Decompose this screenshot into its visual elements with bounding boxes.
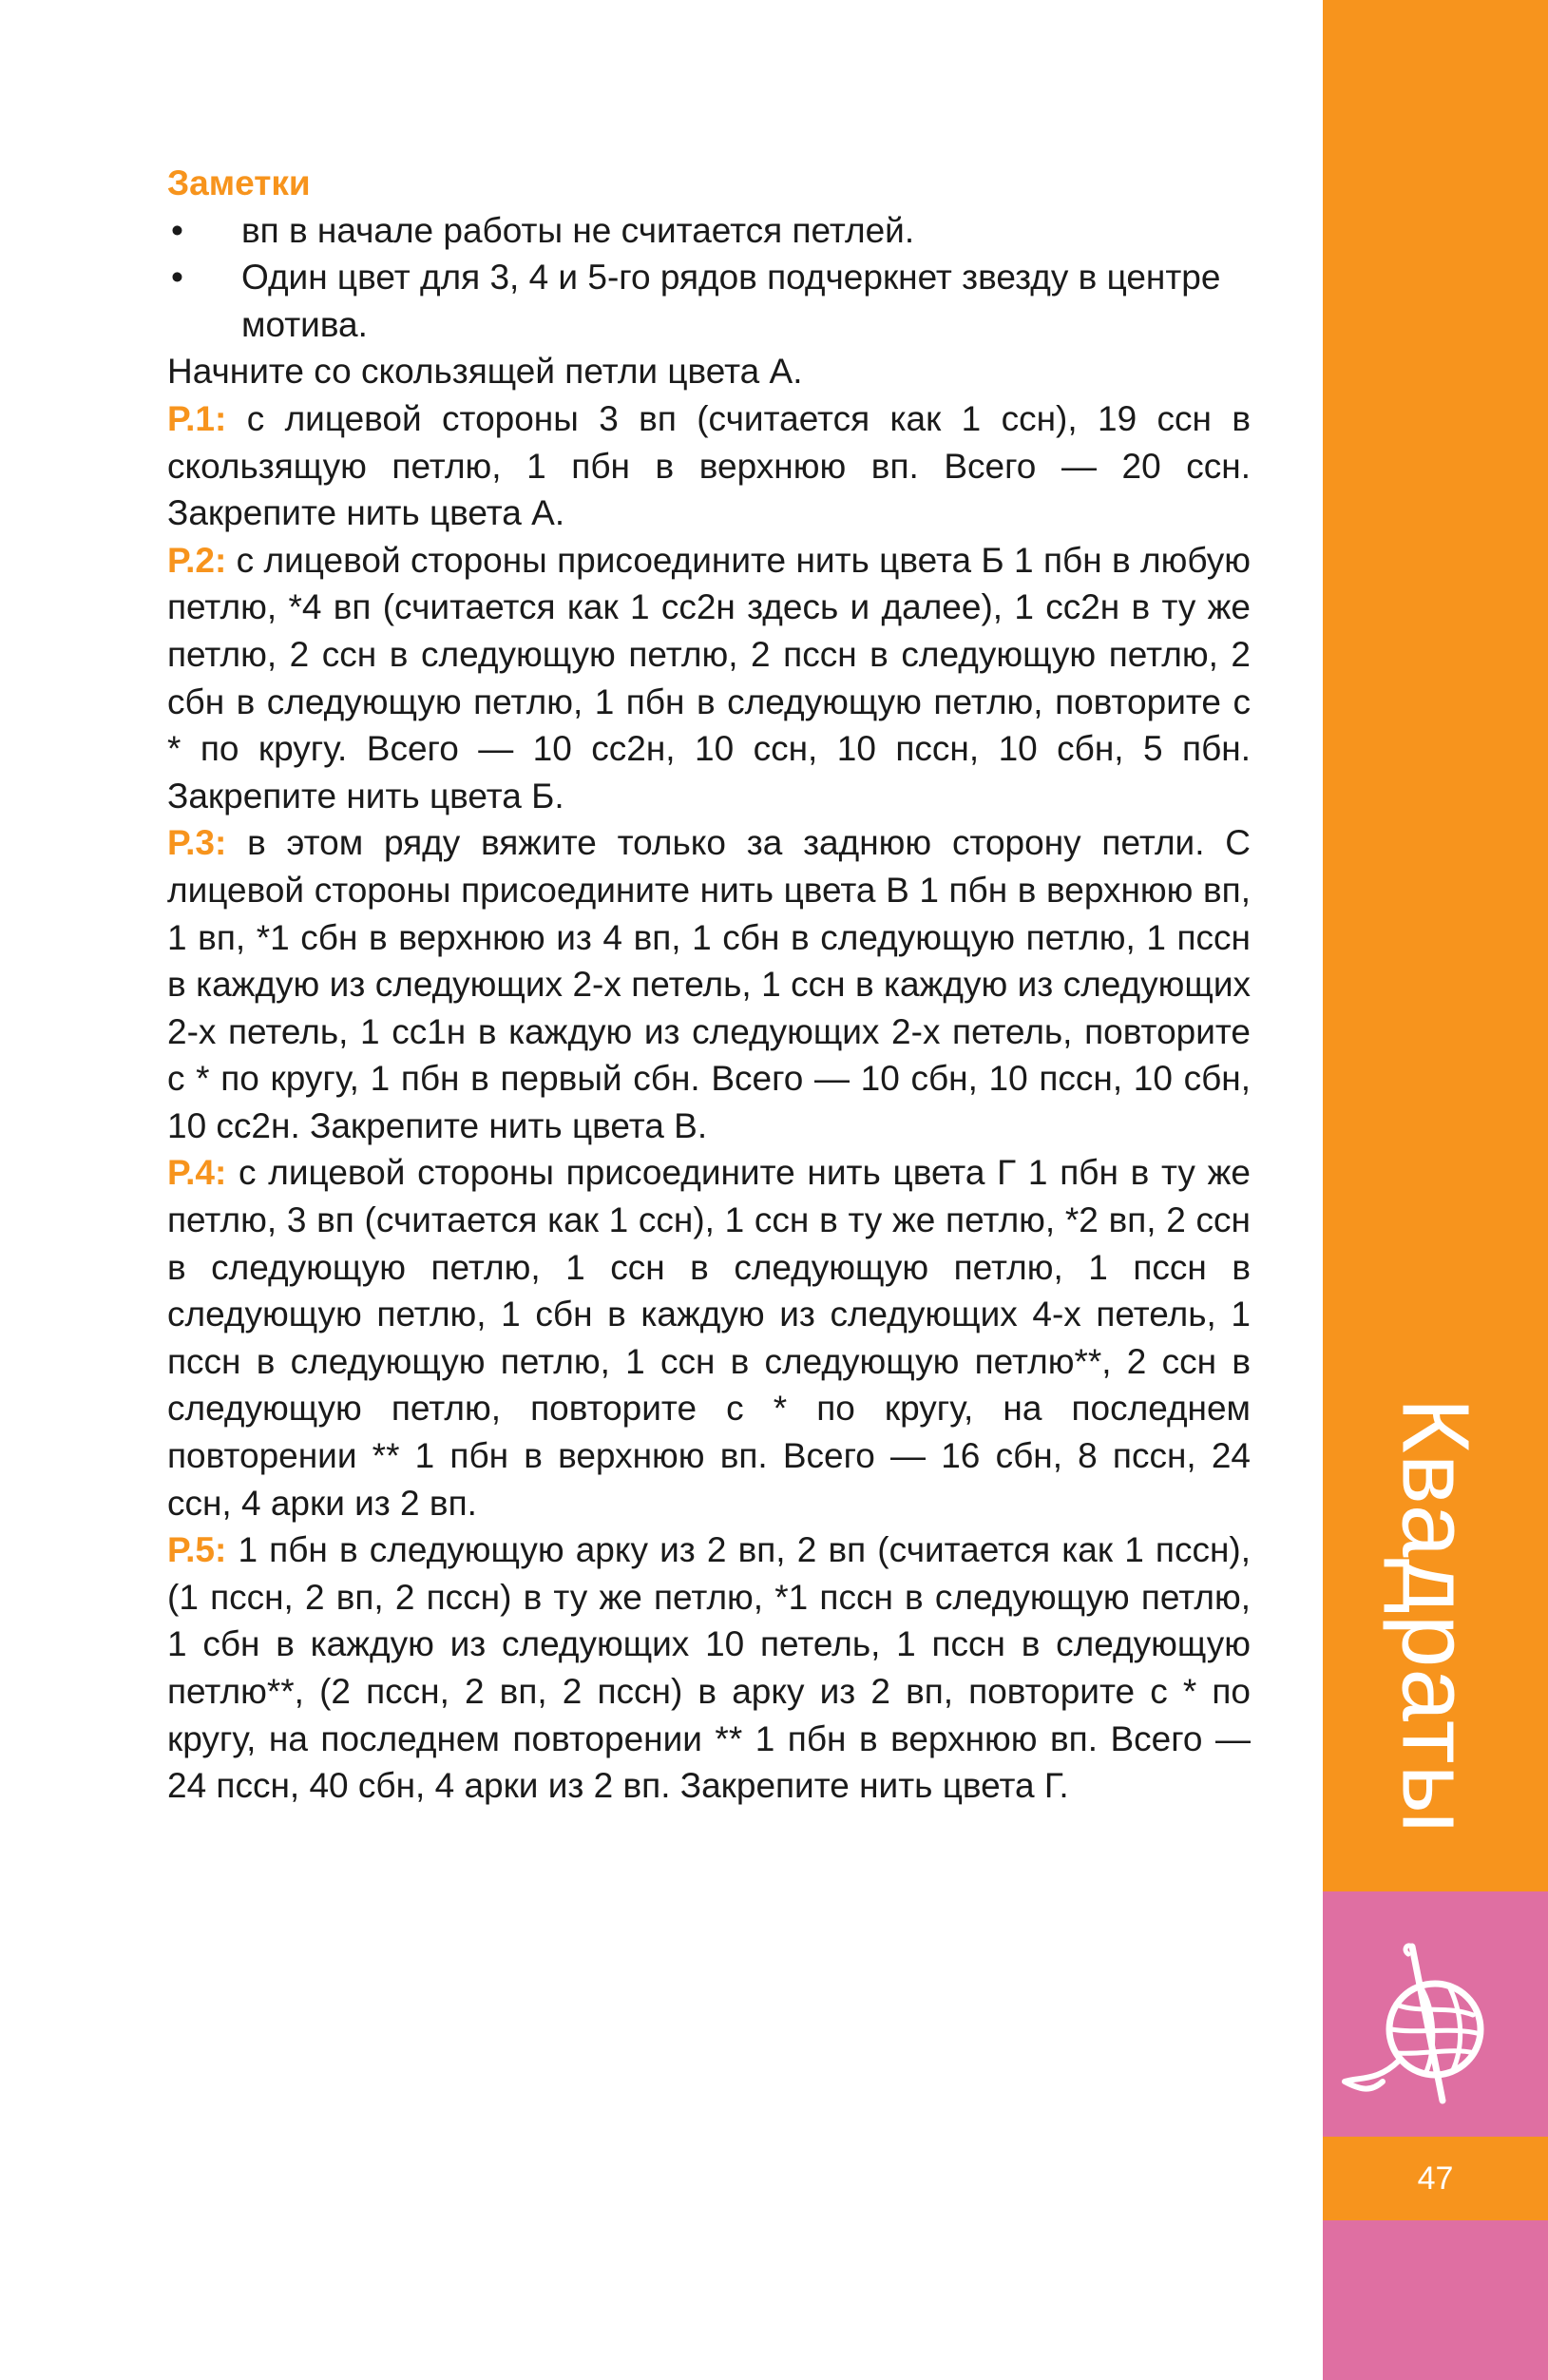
notes-item-text: Один цвет для 3, 4 и 5-го рядов подчеркнет звезду в центре мотива. [241, 258, 1221, 344]
notes-list [167, 207, 1251, 349]
row-label: Р.1: [167, 398, 227, 438]
notes-item [167, 254, 1251, 348]
row-text: с лицевой стороны 3 вп (считается как 1 ссн), 19 ссн в скользящую петлю, 1 пбн в верхнюю вп. Всего — 20 ссн. Закрепите нить цвета А. [167, 398, 1251, 533]
section-title: Квадраты [1382, 1397, 1489, 1834]
sidebar-pink-bottom-band [1323, 2220, 1548, 2380]
row-4-paragraph [167, 1149, 1251, 1526]
page-number: 47 [1417, 2160, 1454, 2197]
row-label: Р.5: [167, 1530, 227, 1570]
row-2-paragraph [167, 537, 1251, 820]
row-label: Р.2: [167, 540, 227, 580]
row-5-paragraph [167, 1526, 1251, 1810]
bullet-glyph: • [171, 210, 183, 250]
main-content [167, 160, 1251, 1810]
notes-item-text: вп в начале работы не считается петлей. [241, 210, 915, 250]
row-text: 1 пбн в следующую арку из 2 вп, 2 вп (считается как 1 пссн), (1 пссн, 2 вп, 2 пссн) в ту же петлю, *1 пссн в следующую петлю, 1 сбн в каждую из следующих 10 петель, 1 пссн в следующую петлю**, (2 пссн, 2 вп, 2 пссн) в арку из 2 вп, повторите с * по кругу, на последнем повторении ** 1 пбн в верхнюю вп. Всего — 24 пссн, 40 сбн, 4 арки из 2 вп. Закрепите нить цвета Г. [167, 1530, 1251, 1806]
yarn-ball-crochet-hook-icon [1330, 1939, 1520, 2120]
notes-title: Заметки [167, 163, 311, 202]
row-label: Р.3: [167, 823, 227, 863]
row-text: с лицевой стороны присоедините нить цвета Б 1 пбн в любую петлю, *4 вп (считается как 1 сс2н здесь и далее), 1 сс2н в ту же петлю, 2 ссн в следующую петлю, 2 пссн в следующую петлю, 2 сбн в следующую петлю, 1 пбн в следующую петлю, повторите с * по кругу. Всего — 10 сс2н, 10 ссн, 10 пссн, 10 сбн, 5 пбн. Закрепите нить цвета Б. [167, 540, 1251, 816]
row-text: в этом ряду вяжите только за заднюю сторону петли. С лицевой стороны присоедините нить цвета В 1 пбн в верхнюю вп, 1 вп, *1 сбн в верхнюю из 4 вп, 1 сбн в следующую петлю, 1 пссн в каждую из следующих 2-х петель, 1 ссн в каждую из следующих 2-х петель, 1 сс1н в каждую из следующих 2-х петель, повторите с * по кругу, 1 пбн в первый сбн. Всего — 10 сбн, 10 пссн, 10 сбн, 10 сс2н. Закрепите нить цвета В. [167, 823, 1251, 1145]
intro-text: Начните со скользящей петли цвета А. [167, 352, 803, 392]
bullet-glyph: • [171, 258, 183, 298]
row-label: Р.4: [167, 1153, 227, 1193]
row-3-paragraph [167, 819, 1251, 1149]
row-text: с лицевой стороны присоедините нить цвета Г 1 пбн в ту же петлю, 3 вп (считается как 1 ссн), 1 ссн в ту же петлю, *2 вп, 2 ссн в следующую петлю, 1 ссн в следующую петлю, 1 пссн в следующую петлю, 1 сбн в каждую из следующих 4-х петель, 1 пссн в следующую петлю, 1 ссн в следующую петлю**, 2 ссн в следующую петлю, повторите с * по кругу, на последнем повторении ** 1 пбн в верхнюю вп. Всего — 16 сбн, 8 пссн, 24 ссн, 4 арки из 2 вп. [167, 1153, 1251, 1523]
notes-item [167, 207, 1251, 255]
row-1-paragraph [167, 395, 1251, 537]
